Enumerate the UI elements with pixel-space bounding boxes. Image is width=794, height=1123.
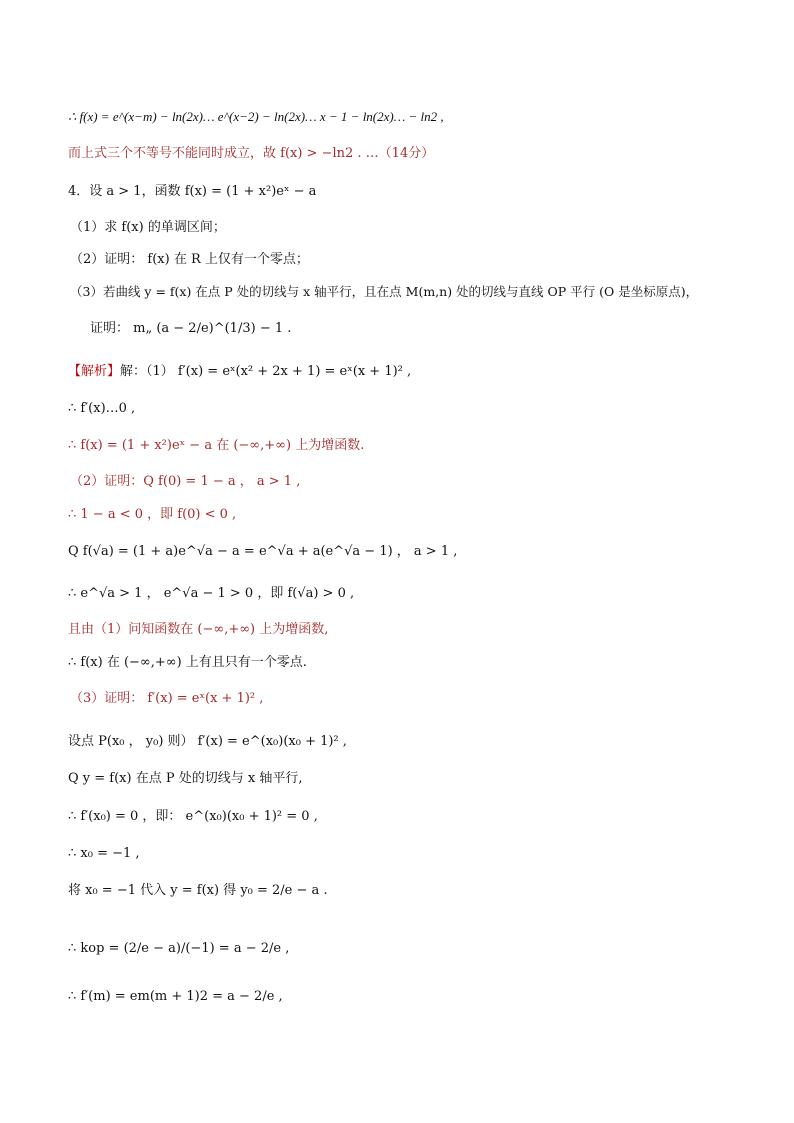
solution-header: 【解析】: [68, 364, 121, 379]
line-10: ∴ f(x) = (1 + x²)eˣ − a 在 (−∞,+∞) 上为增函数.: [68, 438, 365, 453]
line-16: ∴ f(x) 在 (−∞,+∞) 上有且只有一个零点.: [68, 655, 307, 670]
line-14: ∴ e^√a > 1 ， e^√a − 1 > 0 ，即 f(√a) > 0 ,: [68, 586, 355, 601]
line-17: （3）证明： f′(x) = eˣ(x + 1)² ,: [70, 691, 264, 706]
line-13: Q f(√a) = (1 + a)e^√a − a = e^√a + a(e^√a − 1) ， a > 1 ,: [68, 544, 458, 559]
problem-4-statement: 4．设 a > 1，函数 f(x) = (1 + x²)eˣ − a: [68, 184, 317, 199]
line-22: 将 x₀ = −1 代入 y = f(x) 得 y₀ = 2/e − a .: [68, 883, 328, 898]
problem-4-part1: （1）求 f(x) 的单调区间；: [70, 220, 226, 235]
problem-4-part3-proof: 证明： m„ (a − 2/e)^(1/3) − 1 .: [90, 321, 292, 336]
line-23: ∴ kop = (2/e − a)/(−1) = a − 2/e ,: [68, 941, 290, 956]
line-24: ∴ f′(m) = em(m + 1)2 = a − 2/e ,: [68, 989, 283, 1004]
line-12: ∴ 1 − a < 0 ，即 f(0) < 0 ,: [68, 507, 237, 522]
line-18: 设点 P(x₀ ， y₀) 则） f′(x) = e^(x₀)(x₀ + 1)² ,: [68, 734, 347, 749]
line-2: 而上式三个不等号不能同时成立，故 f(x) > −ln2 . …（14分）: [68, 146, 435, 161]
line-9: ∴ f′(x)…0 ,: [68, 401, 136, 416]
problem-4-part2: （2）证明： f(x) 在 R 上仅有一个零点；: [70, 252, 309, 267]
problem-4-part3: （3）若曲线 y = f(x) 在点 P 处的切线与 x 轴平行，且在点 M(m,n) 处的切线与直线 OP 平行 (O 是坐标原点)，: [70, 284, 699, 299]
line-1: ∴ f(x) = e^(x−m) − ln(2x)… e^(x−2) − ln(2x)… x − 1 − ln(2x)… − ln2 ,: [68, 109, 444, 124]
solution-part1-line: [68, 363, 411, 381]
solution-part1: 解：（1） f′(x) = eˣ(x² + 2x + 1) = eˣ(x + 1)² ,: [120, 364, 412, 379]
line-19: Q y = f(x) 在点 P 处的切线与 x 轴平行,: [68, 771, 303, 786]
line-11: （2）证明：Q f(0) = 1 − a ， a > 1 ,: [70, 474, 301, 489]
line-21: ∴ x₀ = −1 ,: [68, 846, 140, 861]
line-15: 且由（1）问知函数在 (−∞,+∞) 上为增函数,: [68, 622, 329, 637]
line-20: ∴ f′(x₀) = 0 ，即： e^(x₀)(x₀ + 1)² = 0 ,: [68, 809, 318, 824]
